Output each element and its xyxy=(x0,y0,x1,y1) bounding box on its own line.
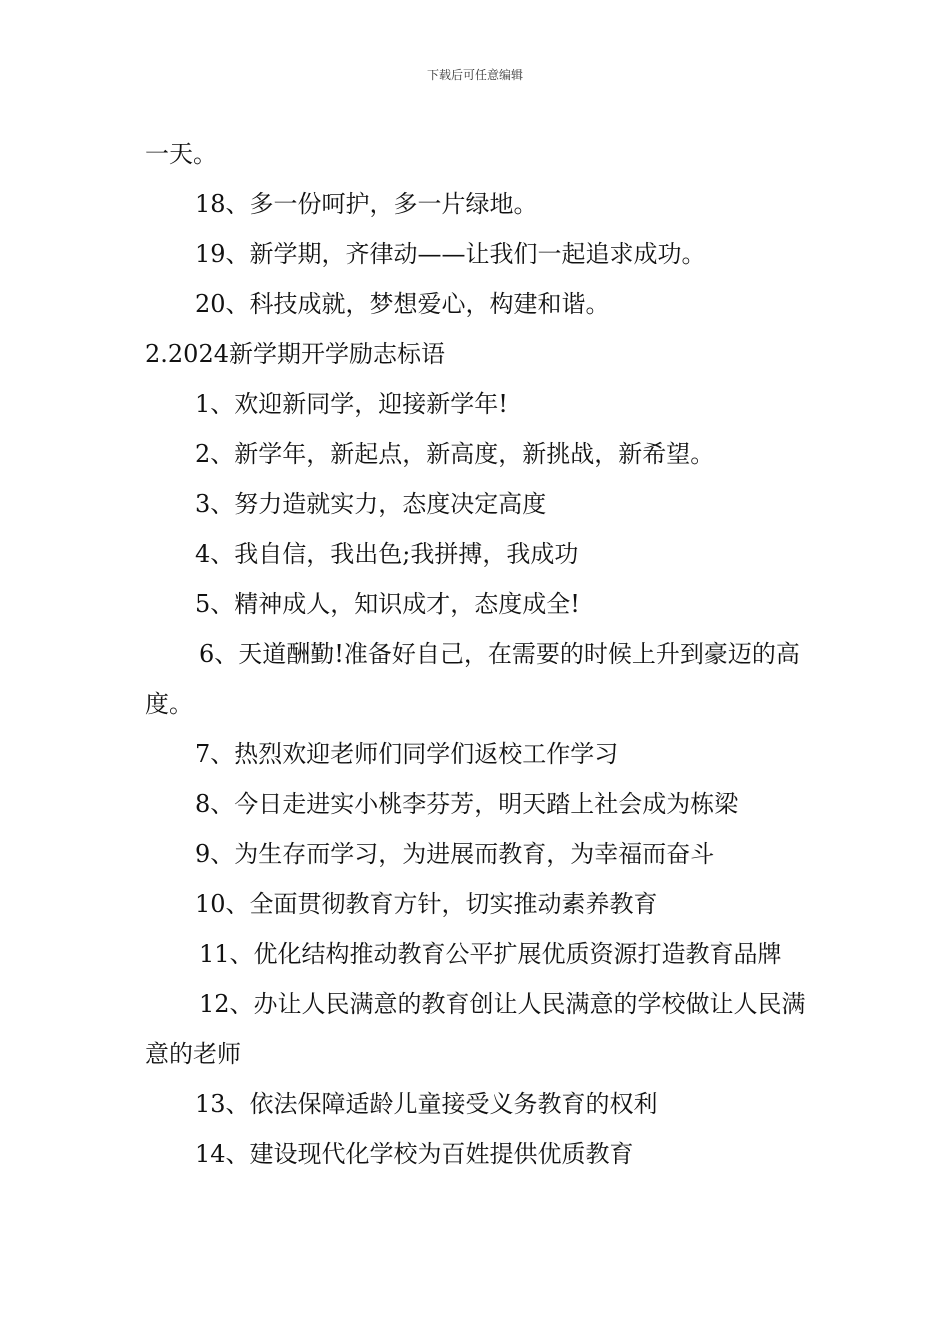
list-item: 6、天道酬勤!准备好自己，在需要的时候上升到豪迈的高度。 xyxy=(145,640,800,718)
slogan-20: 20、科技成就，梦想爱心，构建和谐。 xyxy=(195,290,610,318)
list-item: 12、办让人民满意的教育创让人民满意的学校做让人民满意的老师 xyxy=(145,990,806,1068)
list-item: 13、依法保障适龄儿童接受义务教育的权利 xyxy=(195,1090,658,1118)
list-item: 2、新学年，新起点，新高度，新挑战，新希望。 xyxy=(195,440,715,468)
slogan-18: 18、多一份呵护，多一片绿地。 xyxy=(195,190,538,218)
header-note: 下载后可任意编辑 xyxy=(426,68,523,82)
list-item: 4、我自信，我出色;我拼搏，我成功 xyxy=(195,540,579,568)
section-title: 2.2024新学期开学励志标语 xyxy=(145,340,445,368)
list-item: 7、热烈欢迎老师们同学们返校工作学习 xyxy=(195,740,619,768)
list-item: 11、优化结构推动教育公平扩展优质资源打造教育品牌 xyxy=(199,940,782,968)
slogan-19: 19、新学期，齐律动——让我们一起追求成功。 xyxy=(195,240,706,268)
list-item: 9、为生存而学习，为进展而教育，为幸福而奋斗 xyxy=(195,840,715,868)
list-item: 14、建设现代化学校为百姓提供优质教育 xyxy=(195,1140,634,1168)
list-item: 8、今日走进实小桃李芬芳，明天踏上社会成为栋梁 xyxy=(195,790,739,818)
list-item: 1、欢迎新同学，迎接新学年! xyxy=(195,390,508,418)
continued-line: 一天。 xyxy=(145,140,217,168)
list-item: 5、精神成人，知识成才，态度成全! xyxy=(195,590,580,618)
list-item: 10、全面贯彻教育方针，切实推动素养教育 xyxy=(195,890,658,918)
list-item: 3、努力造就实力，态度决定高度 xyxy=(195,490,547,518)
document-body xyxy=(145,129,815,1179)
